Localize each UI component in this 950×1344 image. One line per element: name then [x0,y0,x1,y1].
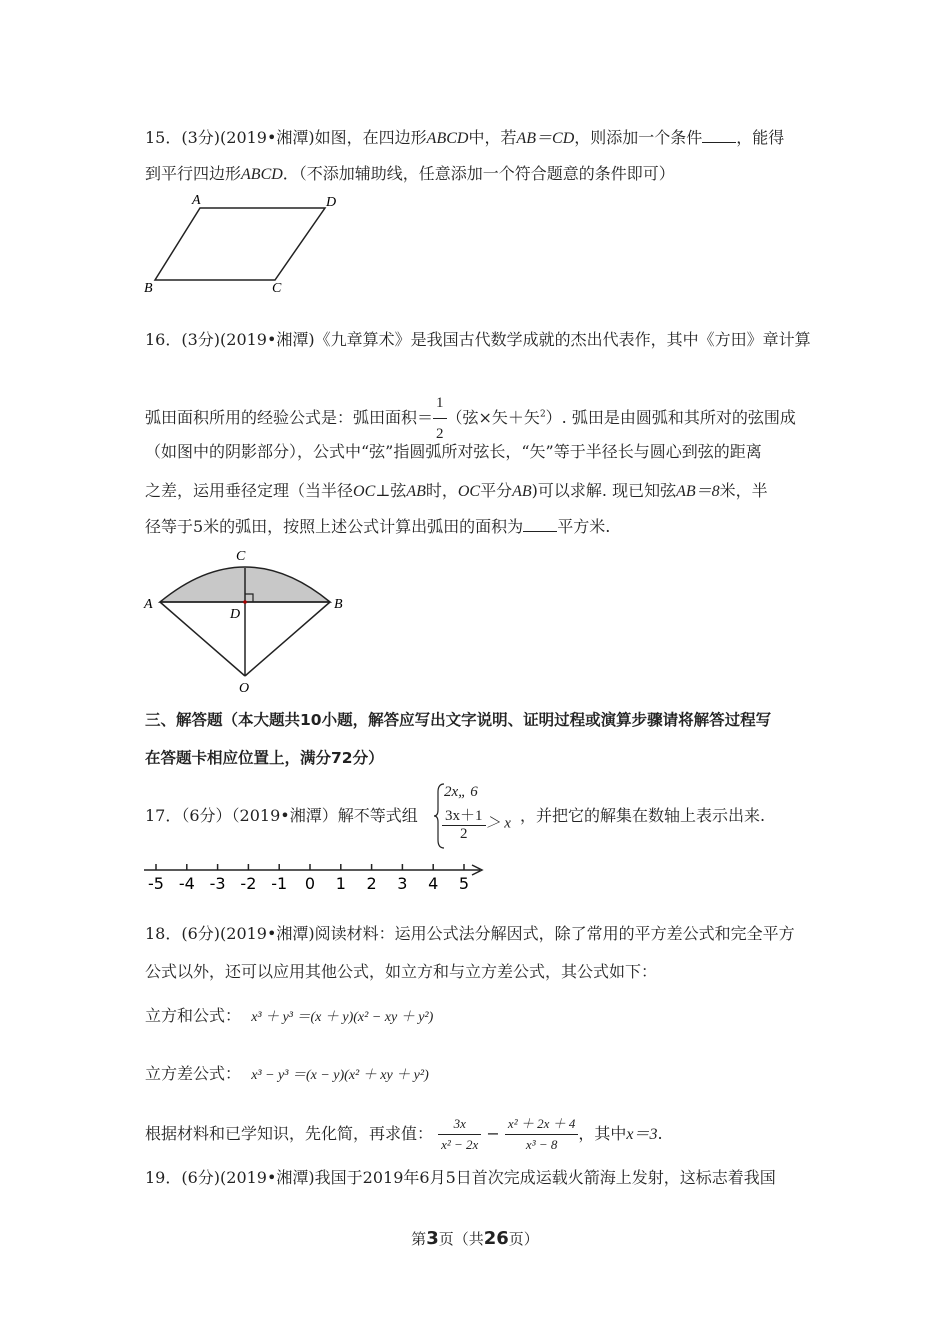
number-line [140,858,500,894]
label-o: O [239,681,250,696]
tick-label: -3 [209,874,226,893]
q15-line2: 到平行四边形ABCD．（不添加辅助线，任意添加一个符合题意的条件即可） [145,164,675,183]
section-heading: 三、解答题（本大题共10小题，解答应写出文字说明、证明过程或演算步骤请将解答过程写 [145,711,772,729]
q18-line1: 18．(6分)(2019•湘潭)阅读材料：运用公式法分解因式，除了常用的平方差公式和完全平方 [145,924,795,943]
fraction-half: $\frac{1}{2}$ [433,388,447,449]
q16-line1: 16．(3分)(2019•湘潭)《九章算术》是我国古代数学成就的杰出代表作，其中《方田》章计算 [145,330,811,349]
q18-line2: 公式以外，还可以应用其他公式，如立方和与立方差公式，其公式如下： [145,962,658,981]
q18-evaluate: 根据材料和已学知识，先化简，再求值： $\frac{3x}{\text{x² − 2x}}$ − $\frac{\text{x² ＋ 2x ＋ 4}}{\text{x³ − 8}}$ ，其中x＝3. [145,1112,663,1157]
q19-line1: 19．(6分)(2019•湘潭)我国于2019年6月5日首次完成运载火箭海上发射，这标志着我国 [145,1168,776,1187]
label-c: C [236,549,246,564]
section-heading-2: 在答题卡相应位置上，满分72分） [145,749,384,767]
tick-label: -4 [178,874,195,893]
page-number: 3 [426,1228,439,1249]
inequality-1: 2x„ 6 [444,784,478,800]
answer-blank [702,128,736,143]
label-b: B [144,281,153,296]
fraction-2: $\frac{\text{x² ＋ 2x ＋ 4}}{\text{x³ − 8}}$ [505,1114,578,1155]
label-b: B [334,597,343,612]
q16-line5: 径等于5米的弧田，按照上述公式计算出弧田的面积为 平方米. [145,517,611,536]
arc-field-figure [140,544,360,696]
tick-label: 2 [366,874,377,893]
total-pages: 26 [483,1228,509,1249]
q16-line2: 弧田面积所用的经验公式是：弧田面积＝ $\frac{1}{2}$ （弦×矢＋矢$^2$）. 弧田是由圆弧和其所对的弦围成 [145,388,796,449]
tick-label: -1 [271,874,288,893]
label-c: C [272,281,282,296]
q17-prefix: 17．（6分）（2019•湘潭）解不等式组 [145,806,418,825]
label-d: D [326,195,337,210]
q17-suffix: ，并把它的解集在数轴上表示出来. [520,806,766,825]
label-a: A [144,597,153,612]
q16-line4: 之差，运用垂径定理（当半径OC⊥弦AB时，OC平分AB)可以求解. 现已知弦AB＝8米，半 [145,481,768,500]
tick-label: -5 [148,874,164,893]
tick-label: 1 [335,874,346,893]
tick-label: -2 [240,874,257,893]
inequality-2: $\frac{3x+1}{2}$ ＞ x [442,804,511,843]
cube-sum-formula: 立方和公式： x³ ＋ y³ ＝(x ＋ y)(x² − xy ＋ y²) [145,1006,434,1025]
tick-label: 4 [428,874,439,893]
tick-label: 0 [304,874,316,893]
tick-label: 5 [458,874,470,893]
fraction-1: $\frac{3x}{\text{x² − 2x}}$ [438,1114,481,1155]
q15-line1: 15．(3分)(2019•湘潭)如图，在四边形ABCD中，若AB＝CD，则添加一个条件 ，能得 [145,128,785,147]
label-a: A [192,193,201,208]
answer-blank [523,517,557,532]
page-footer: 第3页（共26页） [411,1228,539,1249]
parallelogram-figure [140,190,350,300]
cube-diff-formula: 立方差公式： x³ − y³ ＝(x − y)(x² ＋ xy ＋ y²) [145,1064,429,1083]
q16-line3: （如图中的阴影部分），公式中“弦”指圆弧所对弦长，“矢”等于半径长与圆心到弦的距离 [145,442,762,461]
tick-label: 3 [397,874,408,893]
label-d: D [230,607,241,622]
